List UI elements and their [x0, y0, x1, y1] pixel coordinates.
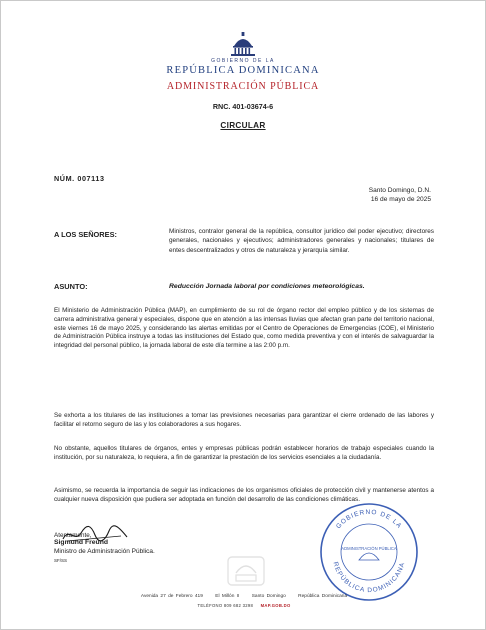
body-paragraph-1: El Ministerio de Administración Pública (MAP), en cumplimiento de su rol de órgano rector del empleo público y de los sistemas de carrera administrativa general y especiales, dispone que en atención a las intensas lluvias que afectan gran parte del territorio nacional, este viernes 16 de mayo 2025, y considerando las alertas emitidas por el Centro de Operaciones de Emergencias (COE), el Ministerio de Administración Pública instruye a todas las instituciones del Estado que, como medida preventiva y con el interés de salvaguardar la integridad del personal público, la jornada laboral de este día termine a las 2:00 p.m.	[54, 307, 434, 350]
stamp-top-text: GOBIERNO DE LA	[334, 508, 404, 531]
date: 16 de mayo de 2025	[370, 196, 431, 203]
footer-street: Avenida 27 de Febrero 419	[140, 594, 203, 599]
stamp-mid-text: ADMINISTRACIÓN PÚBLICA	[341, 546, 397, 551]
circular-number: NÚM. 007113	[54, 174, 105, 183]
footer-city: Santo Domingo	[251, 594, 286, 599]
republica-label: REPÚBLICA DOMINICANA	[166, 65, 320, 76]
body-paragraph-2: Se exhorta a los titulares de las instituciones a tomar las previsiones necesarias para garantizar el cierre ordenado de las labores y facilitar el retorno seguro de las y los colaboradores a sus hogares.	[54, 412, 434, 428]
footer-website-link[interactable]: MAP.GOB.DO	[260, 603, 291, 608]
signer-name: Sigmund Freund	[54, 539, 108, 546]
footer-building: El Millón II	[215, 594, 240, 599]
government-emblem-icon	[226, 31, 260, 57]
official-stamp	[317, 500, 421, 604]
place: Santo Domingo, D.N.	[368, 187, 431, 194]
administracion-label: ADMINISTRACIÓN PÚBLICA	[166, 81, 320, 92]
closing: Atentamente,	[54, 532, 92, 539]
addressees-label: A LOS SEÑORES:	[54, 230, 117, 239]
rnc-number: RNC. 401-03674-6	[212, 102, 274, 111]
place-date	[369, 186, 431, 204]
footer-contact	[1, 603, 486, 608]
signer-role: Ministro de Administración Pública.	[54, 548, 155, 555]
watermark-emblem	[224, 551, 268, 589]
subject-text: Reducción Jornada laboral por condiciones meteorológicas.	[169, 283, 365, 290]
document-title: CIRCULAR	[220, 121, 266, 130]
footer-address	[1, 594, 486, 599]
body-paragraph-4: Asimismo, se recuerda la importancia de seguir las indicaciones de los organismos oficiales de protección civil y mantenerse atentos a cualquier nueva disposición que pudiera ser adoptada en función del desarrollo de las condiciones climáticas.	[54, 487, 434, 503]
svg-text:REPÚBLICA DOMINICANA	[332, 561, 407, 594]
footer-phone: TELÉFONO 809 682 3298	[197, 603, 254, 608]
footer-country: República Dominicana	[298, 594, 348, 599]
subject-label: ASUNTO:	[54, 282, 88, 291]
addressees-text: Ministros, contralor general de la república, consultor jurídico del poder ejecutivo; directores generales, nacionales y ejecutivos; administradores generales y nacionales; titulares de entes descentralizados y otros de naturaleza y jerarquía similar.	[169, 228, 434, 254]
stamp-bottom-text: REPÚBLICA DOMINICANA	[331, 561, 407, 595]
letterhead	[1, 31, 485, 130]
body-paragraph-3: No obstante, aquellos titulares de órganos, entes y empresas públicas podrán establecer horarios de trabajo especiales cuando la institución, por su naturaleza, lo requiera, a fin de garantizar la prestación de los servicios esenciales a la ciudadanía.	[54, 445, 434, 461]
typist-initials: SF/SS	[54, 558, 68, 563]
svg-text:GOBIERNO DE LA	[335, 509, 403, 530]
gobierno-label: GOBIERNO DE LA	[211, 58, 275, 64]
